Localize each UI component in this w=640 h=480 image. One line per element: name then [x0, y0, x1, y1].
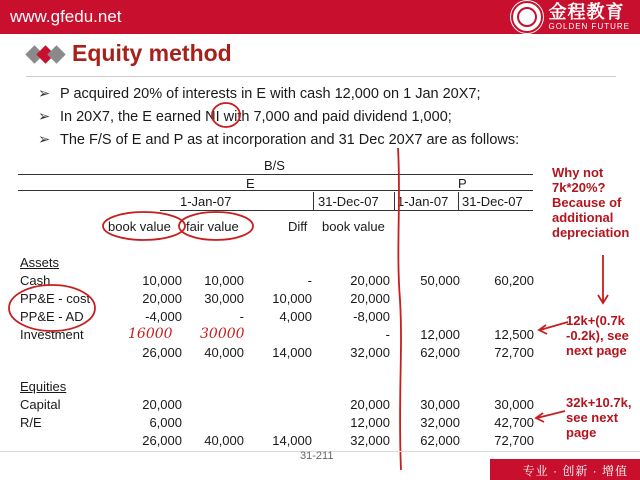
bullet-text: In 20X7, the E earned NI with 7,000 and paid dividend 1,000;: [60, 109, 452, 125]
table-cell: 20,000: [350, 291, 390, 306]
handwritten-investment-2: 30000: [200, 326, 245, 342]
table-cell-total: 62,000: [420, 433, 460, 448]
ink-circle-ni: [212, 103, 240, 127]
date-e-dec: 31-Dec-07: [318, 194, 379, 209]
table-cell-total: 72,700: [494, 433, 534, 448]
ink-circle-fair-value: [179, 212, 253, 240]
table-cell: 10,000: [272, 291, 312, 306]
ink-vertical-line: [398, 148, 401, 470]
table-cell: 20,000: [142, 291, 182, 306]
heading-entity-p: P: [458, 176, 467, 191]
table-cell: 42,700: [494, 415, 534, 430]
table-cell: 20,000: [142, 397, 182, 412]
row-label-ppe-cost: PP&E - cost: [20, 291, 91, 306]
table-cell: 60,200: [494, 273, 534, 288]
table-cell-total: 32,000: [350, 433, 390, 448]
ink-circle-book-value: [103, 212, 185, 240]
table-cell: -: [239, 309, 244, 324]
row-label-cash: Cash: [20, 273, 51, 288]
table-cell-total: 62,000: [420, 345, 460, 360]
table-cell-total: 14,000: [272, 433, 312, 448]
table-cell: 12,500: [494, 327, 534, 342]
table-cell: 10,000: [204, 273, 244, 288]
date-p-jan: 1-Jan-07: [397, 194, 449, 209]
table-cell: 10,000: [142, 273, 182, 288]
ink-arrow-investment: [539, 322, 568, 334]
site-url: www.gfedu.net: [10, 7, 122, 26]
col-head-book-value-dec: book value: [322, 219, 385, 234]
heading-entity-e: E: [246, 176, 255, 191]
row-label-retained-earnings: R/E: [20, 415, 42, 430]
bullet-arrow-icon: ➢: [38, 109, 51, 125]
footer-slogan: 专业 · 创新 · 增值: [522, 464, 628, 478]
table-cell: -: [385, 327, 390, 342]
table-cell: 12,000: [350, 415, 390, 430]
ink-arrow-re: [536, 411, 565, 422]
table-cell: 20,000: [350, 273, 390, 288]
table-cell-total: 26,000: [142, 433, 182, 448]
table-cell-total: 72,700: [494, 345, 534, 360]
table-cell: 4,000: [279, 309, 312, 324]
bullet-arrow-icon: ➢: [38, 132, 51, 148]
bullet-arrow-icon: ➢: [38, 86, 51, 102]
table-cell: 50,000: [420, 273, 460, 288]
section-assets: Assets: [20, 255, 60, 270]
table-cell: 12,000: [420, 327, 460, 342]
row-label-capital: Capital: [20, 397, 61, 412]
logo-name-en: GOLDEN FUTURE: [548, 22, 630, 31]
table-cell-total: 40,000: [204, 433, 244, 448]
note-calc-investment: 12k+(0.7k -0.2k), see next page: [566, 313, 629, 358]
ink-circle-ppe: [9, 285, 95, 331]
table-cell: 20,000: [350, 397, 390, 412]
handwritten-investment-1: 16000: [128, 326, 173, 342]
bullet-text: The F/S of E and P as at incorporation and 31 Dec 20X7 are as follows:: [60, 132, 520, 148]
footer-slogan-bar: [490, 459, 640, 480]
col-head-fair-value: fair value: [186, 219, 239, 234]
page-number: 31-211: [300, 450, 334, 462]
bullet-text: P acquired 20% of interests in E with cash 12,000 on 1 Jan 20X7;: [60, 86, 481, 102]
row-label-investment: Investment: [20, 327, 84, 342]
table-cell: 32,000: [420, 415, 460, 430]
table-cell-total: 32,000: [350, 345, 390, 360]
slide-title: Equity method: [72, 40, 232, 66]
section-equities: Equities: [20, 379, 67, 394]
date-p-dec: 31-Dec-07: [462, 194, 523, 209]
ink-arrow-down: [598, 255, 608, 303]
row-label-ppe-ad: PP&E - AD: [20, 309, 84, 324]
table-cell-total: 40,000: [204, 345, 244, 360]
note-why-not: Why not 7k*20%? Because of additional depreciation: [552, 165, 630, 240]
col-head-diff: Diff: [288, 219, 308, 234]
table-cell: -8,000: [353, 309, 390, 324]
logo-name-cn: 金程教育: [548, 2, 625, 22]
table-cell: 6,000: [149, 415, 182, 430]
heading-bs: B/S: [264, 158, 285, 173]
date-e-jan: 1-Jan-07: [180, 194, 232, 209]
col-head-book-value-jan: book value: [108, 219, 171, 234]
table-cell: 30,000: [494, 397, 534, 412]
note-calc-re: 32k+10.7k, see next page: [566, 395, 632, 440]
table-cell: -4,000: [145, 309, 182, 324]
table-cell-total: 26,000: [142, 345, 182, 360]
table-cell: 30,000: [420, 397, 460, 412]
table-cell: 30,000: [204, 291, 244, 306]
table-cell: -: [307, 273, 312, 288]
table-cell-total: 14,000: [272, 345, 312, 360]
